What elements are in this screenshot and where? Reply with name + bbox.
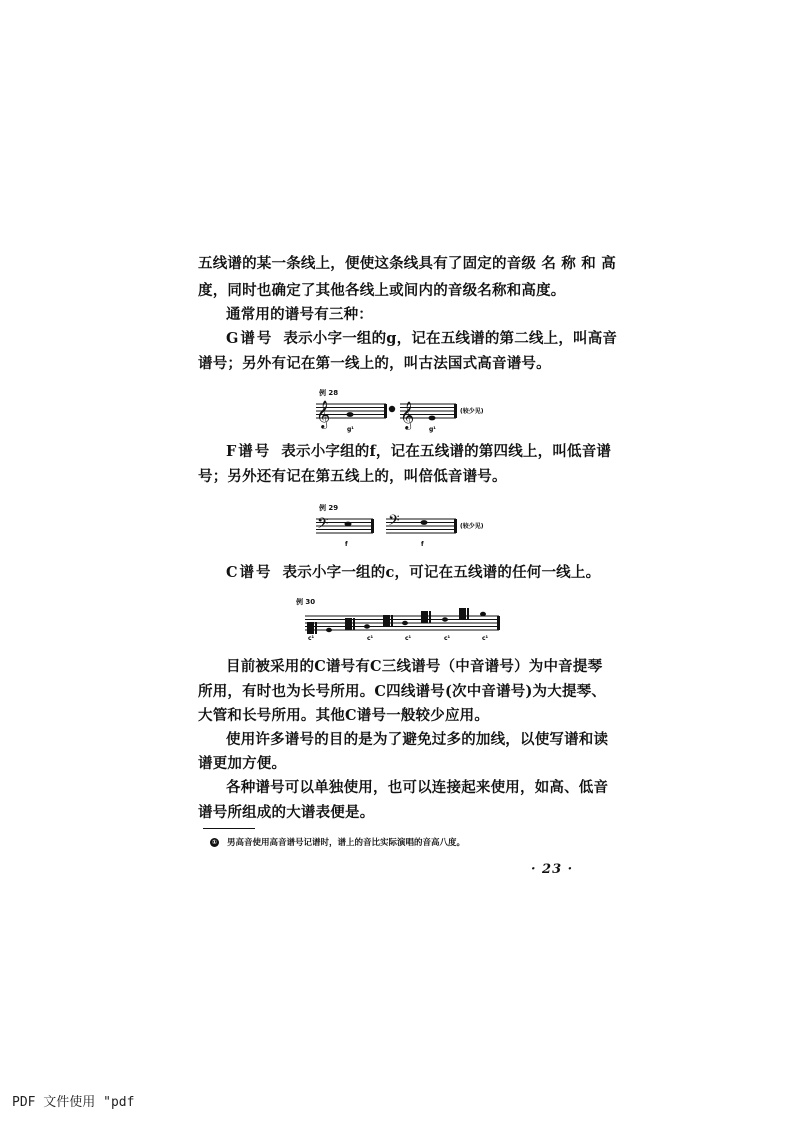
svg-text:𝄢: 𝄢 [317, 515, 329, 536]
text-line: 表示小字组的f，记在五线谱的第四线上，叫低音谱 [281, 443, 612, 460]
c-clef-term: C谱号 [226, 564, 273, 581]
example-30-staff [305, 610, 505, 642]
pitch-label: g¹ [429, 426, 436, 433]
g-clef-term: G谱号 [226, 330, 274, 347]
text-line: 大管和长号所用。其他C谱号一般较少应用。 [198, 707, 490, 724]
svg-text:𝄢: 𝄢 [388, 512, 400, 533]
text-line: 谱更加方便。 [198, 755, 287, 772]
svg-text:𝄞: 𝄞 [316, 400, 331, 428]
text-line: 号；另外还有记在第五线上的，叫倍低音谱号。 [198, 468, 507, 485]
pitch-label: c¹ [444, 635, 451, 642]
c-clef-paragraph [226, 561, 600, 582]
f-clef-term: F谱号 [226, 443, 272, 460]
page-number: · 23 · [531, 862, 574, 877]
footnote-rule [203, 828, 255, 829]
text-line: 谱号所组成的大谱表便是。 [198, 804, 375, 821]
f-clef-paragraph [226, 440, 611, 461]
g-clef-paragraph [226, 327, 617, 348]
pitch-label: c¹ [308, 635, 315, 642]
text-line: 通常用的谱号有三种： [226, 306, 373, 323]
text-line: 使用许多谱号的目的是为了避免过多的加线，以使写谱和读 [226, 731, 609, 748]
pitch-label: c¹ [405, 635, 412, 642]
text-line: 目前被采用的C谱号有C三线谱号（中音谱号）为中音提琴 [226, 658, 603, 675]
text-line: 表示小字一组的g，记在五线谱的第二线上，叫高音 [283, 330, 618, 347]
example-28-staff [316, 400, 484, 434]
pitch-label: c¹ [367, 635, 374, 642]
footnote [210, 836, 465, 848]
rare-note: (较少见) [460, 408, 484, 415]
example-29-staff [316, 512, 484, 549]
example-label: 例 30 [296, 598, 316, 606]
pitch-label: f [421, 541, 424, 548]
watermark: PDF 文件使用 "pdf [12, 1095, 135, 1110]
footnote-mark: ① [211, 839, 218, 846]
pitch-label: g¹ [347, 426, 354, 433]
text-line: 五线谱的某一条线上，便使这条线具有了固定的音级 名 称 和 高 [198, 255, 616, 272]
text-line: 表示小字一组的c，可记在五线谱的任何一线上。 [282, 564, 601, 581]
text-line: 谱号；另外有记在第一线上的，叫古法国式高音谱号。 [198, 355, 551, 372]
text-line: 度，同时也确定了其他各线上或间内的音级名称和高度。 [198, 282, 566, 299]
footnote-text: 男高音使用高音谱号记谱时，谱上的音比实际演唱的音高八度。 [227, 838, 466, 848]
svg-text:𝄞: 𝄞 [400, 401, 415, 429]
pitch-label: c¹ [482, 635, 489, 642]
example-label: 例 28 [319, 389, 339, 397]
pitch-label: f [345, 541, 348, 548]
text-line: 所用，有时也为长号所用。C四线谱号(次中音谱号)为大提琴、 [198, 683, 607, 700]
example-label: 例 29 [319, 504, 339, 512]
text-line: 各种谱号可以单独使用，也可以连接起来使用，如高、低音 [226, 779, 609, 796]
rare-note: (较少见) [460, 523, 484, 530]
